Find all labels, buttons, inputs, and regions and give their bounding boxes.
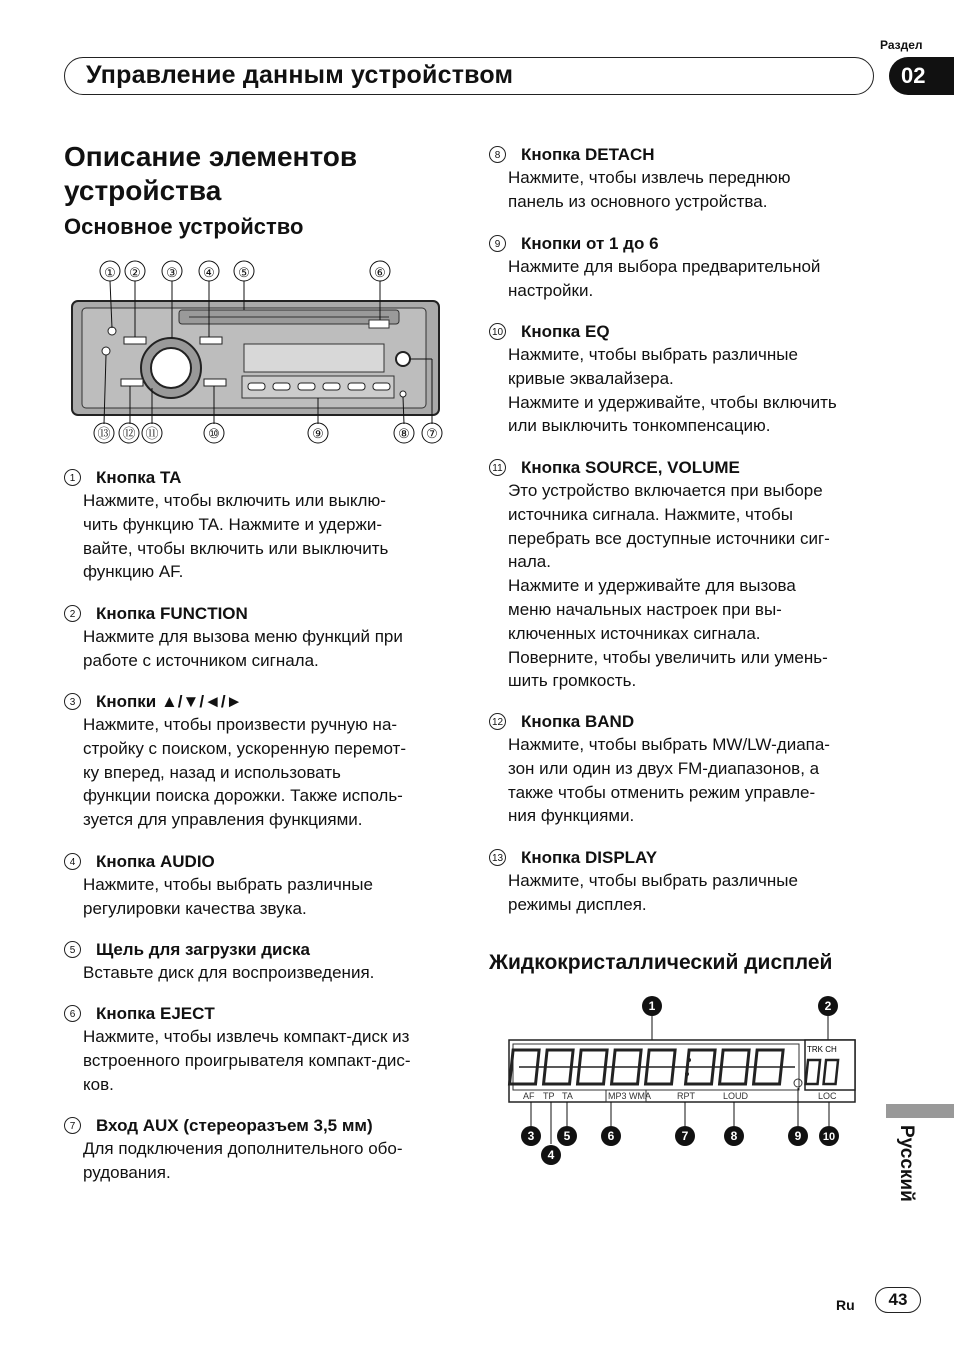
item-title: Вход AUX (стереоразъем 3,5 мм) <box>96 1116 373 1135</box>
lcd-callout-10: 10 <box>822 1131 836 1143</box>
item-body: Нажмите, чтобы выбрать различные режимы дисплея. <box>508 871 798 914</box>
item-number: 1 <box>64 469 81 486</box>
function-button <box>124 337 146 344</box>
callout-bottom-10: ⑩ <box>208 426 220 441</box>
item-number: 8 <box>489 146 506 163</box>
lcd-ta: TA <box>562 1091 573 1101</box>
subtitle-main-unit: Основное устройство <box>64 214 304 239</box>
item-title: Кнопка DISPLAY <box>521 848 658 867</box>
lcd-loud: LOUD <box>723 1091 749 1101</box>
language-tab-marker <box>886 1104 954 1118</box>
item-body: Нажмите для вызова меню функций при работе с источником сигнала. <box>83 627 403 670</box>
item-title: Щель для загрузки диска <box>96 940 310 959</box>
callout-bottom-12: ⑫ <box>122 426 136 441</box>
item-number: 7 <box>64 1117 81 1134</box>
item-title: Кнопка AUDIO <box>96 852 215 871</box>
item-title: Кнопка BAND <box>521 712 635 731</box>
item-number: 9 <box>489 235 506 252</box>
item-8 <box>489 144 869 214</box>
item-number: 2 <box>64 605 81 622</box>
audio-button <box>200 337 222 344</box>
callout-bottom-8: ⑧ <box>398 426 410 441</box>
aux-jack <box>396 352 410 366</box>
item-7 <box>64 1115 444 1185</box>
item-number: 10 <box>489 323 506 340</box>
item-12 <box>489 711 869 828</box>
lcd-callout-5: 5 <box>563 1129 571 1143</box>
item-title: Кнопки ▲/▼/◄/► <box>96 692 243 711</box>
display-window <box>244 344 384 372</box>
lcd-mp3-wma: MP3 WMA <box>608 1091 652 1101</box>
item-number: 5 <box>64 941 81 958</box>
item-body: Нажмите для выбора предварительной настройки. <box>508 257 821 300</box>
volume-knob <box>151 348 191 388</box>
lcd-illustration <box>505 994 865 1168</box>
lcd-rpt: RPT <box>677 1091 695 1101</box>
callout-bottom-7: ⑦ <box>426 426 438 441</box>
item-title: Кнопка EQ <box>521 322 610 341</box>
lcd-callout-7: 7 <box>681 1129 689 1143</box>
item-3 <box>64 691 444 832</box>
item-body: Нажмите, чтобы выбрать различные кривые эквалайзера. Нажмите и удерживайте, чтобы включить или выключить тонкомпенсацию. <box>508 345 837 436</box>
item-number: 11 <box>489 459 506 476</box>
callout-bottom-13: ⑬ <box>97 426 111 441</box>
callout-top-1-label: ① <box>104 265 116 280</box>
section-badge <box>889 57 954 95</box>
subtitle-lcd: Жидкокристаллический дисплей <box>489 951 833 974</box>
item-1 <box>64 467 444 584</box>
item-title: Кнопка FUNCTION <box>96 604 248 623</box>
lcd-callout-4: 4 <box>547 1148 555 1162</box>
item-10 <box>489 321 869 438</box>
item-body: Нажмите, чтобы выбрать различные регулировки качества звука. <box>83 875 373 918</box>
item-title: Кнопка TA <box>96 468 182 487</box>
item-body: Для подключения дополнительного обо- рудования. <box>83 1139 403 1182</box>
item-number: 13 <box>489 849 506 866</box>
item-title: Кнопки от 1 до 6 <box>521 234 659 253</box>
item-11 <box>489 457 869 693</box>
item-title: Кнопка EJECT <box>96 1004 215 1023</box>
callout-top-2-label: ② <box>129 265 141 280</box>
item-body: Это устройство включается при выборе источника сигнала. Нажмите, чтобы перебрать все доступные источники сиг- нала. Нажмите и удерживайте для вызова меню начальных настроек при вы- ключенных источниках сигнала. Поверните, чтобы увеличить или умень- шить громкость. <box>508 481 830 691</box>
lcd-callout-2-label: 2 <box>824 999 832 1013</box>
callout-top-4-label: ④ <box>203 265 215 280</box>
lcd-callout-6: 6 <box>607 1129 615 1143</box>
item-body: Нажмите, чтобы извлечь компакт-диск из встроенного проигрывателя компакт-дис- ков. <box>83 1027 411 1094</box>
lcd-trk-ch: TRK CH <box>807 1045 837 1054</box>
section-label: Раздел <box>880 38 923 52</box>
lcd-tp: TP <box>543 1091 555 1101</box>
item-title: Кнопка SOURCE, VOLUME <box>521 458 740 477</box>
lcd-callout-3: 3 <box>527 1129 535 1143</box>
item-4 <box>64 851 444 921</box>
item-body: Вставьте диск для воспроизведения. <box>83 963 375 982</box>
callout-top-6-label: ⑥ <box>374 265 386 280</box>
section-number: 02 <box>901 63 926 88</box>
head-unit-illustration <box>64 258 448 448</box>
lcd-loc: LOC <box>818 1091 837 1101</box>
header-title: Управление данным устройством <box>86 61 514 89</box>
item-2 <box>64 603 444 673</box>
callout-top-5-label: ⑤ <box>238 265 250 280</box>
item-number: 4 <box>64 853 81 870</box>
eject-button <box>369 320 389 328</box>
page-title: Описание элементов устройства <box>64 141 358 206</box>
item-number: 12 <box>489 713 506 730</box>
item-body: Нажмите, чтобы включить или выклю- чить функцию TA. Нажмите и удержи- вайте, чтобы включить или выключить функцию AF. <box>83 491 389 582</box>
lcd-callout-9: 9 <box>794 1129 802 1143</box>
item-5 <box>64 939 444 985</box>
item-9 <box>489 233 869 303</box>
item-body: Нажмите, чтобы выбрать MW/LW-диапа- зон или один из двух FM-диапазонов, а также чтобы отменить режим управле- ния функциями. <box>508 735 830 826</box>
callout-bottom-11: ⑪ <box>145 426 159 441</box>
item-6 <box>64 1003 444 1096</box>
lcd-callout-1-label: 1 <box>648 999 656 1013</box>
item-13 <box>489 847 869 917</box>
lcd-af: AF <box>523 1091 535 1101</box>
callout-bottom-9: ⑨ <box>312 426 324 441</box>
item-body: Нажмите, чтобы произвести ручную на- стройку с поиском, ускоренную перемот- ку вперед, назад и использовать функции поиска дорожки. Также исполь- зуется для управления функциями. <box>83 715 406 830</box>
language-label: Русский <box>896 1125 917 1202</box>
ta-button <box>108 327 116 335</box>
detach-button <box>400 391 406 397</box>
lcd-callout-8: 8 <box>730 1129 738 1143</box>
language-code: Ru <box>836 1297 855 1313</box>
item-title: Кнопка DETACH <box>521 145 655 164</box>
item-number: 3 <box>64 693 81 710</box>
display-button <box>102 347 110 355</box>
callout-top-3-label: ③ <box>166 265 178 280</box>
item-number: 6 <box>64 1005 81 1022</box>
eq-button <box>204 379 226 386</box>
band-button <box>121 379 143 386</box>
page-number: 43 <box>875 1287 921 1313</box>
item-body: Нажмите, чтобы извлечь переднюю панель из основного устройства. <box>508 168 791 211</box>
